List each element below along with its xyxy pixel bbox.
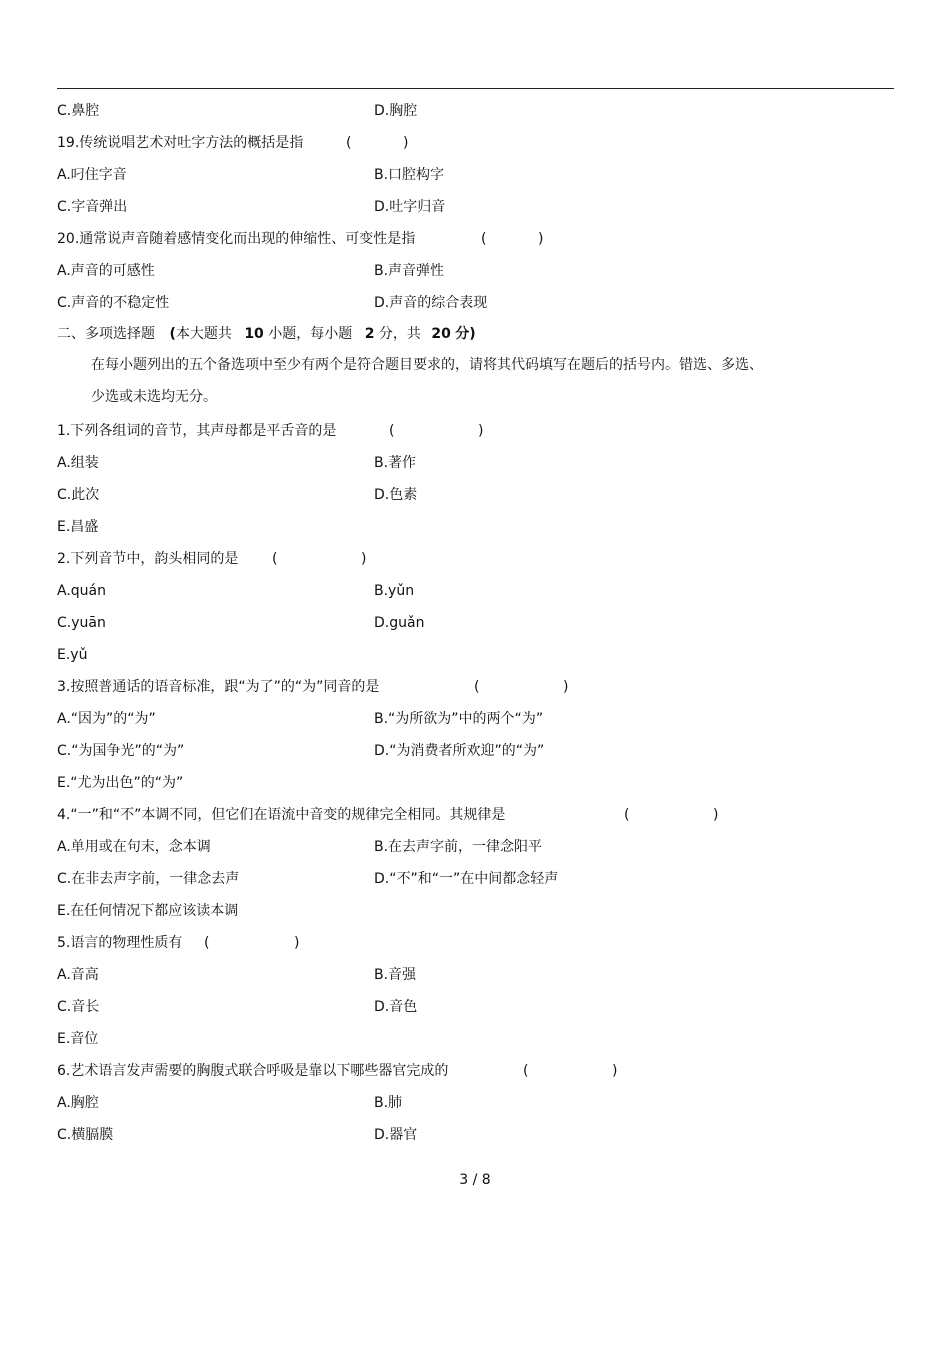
section-score-each: 2 (364, 326, 375, 342)
m2-stem: 2.下列音节中，韵头相同的是 (57, 551, 239, 567)
m5-stem: 5.语言的物理性质有 (57, 935, 183, 951)
m1-paren-open: ( (389, 423, 395, 439)
m6-paren-open: ( (523, 1063, 529, 1079)
section-text-4: 分) (455, 326, 476, 342)
m6-option-a: A.胸腔 (57, 1095, 99, 1111)
section-text-1: 本大题共 (175, 326, 232, 342)
m5-option-a: A.音高 (57, 967, 99, 983)
q20-option-a: A.声音的可感性 (57, 263, 155, 279)
m1-option-a: A.组装 (57, 455, 99, 471)
m5-option-d: D.音色 (374, 999, 418, 1015)
section-total: 20 (431, 326, 451, 342)
m3-option-d: D.“为消费者所欢迎”的“为” (374, 743, 545, 759)
header-rule (57, 88, 894, 89)
m3-paren-close: ) (563, 679, 569, 695)
m2-option-d: D.guǎn (374, 615, 425, 631)
m1-option-b: B.著作 (374, 455, 417, 471)
q19-paren-close: ) (403, 135, 409, 151)
section-text-2: 小题，每小题 (268, 326, 353, 342)
q20-paren-close: ) (538, 231, 544, 247)
m2-paren-close: ) (361, 551, 367, 567)
m5-paren-close: ) (294, 935, 300, 951)
m3-paren-open: ( (474, 679, 480, 695)
m2-option-c: C.yuān (57, 615, 106, 631)
q19-paren-open: ( (346, 135, 352, 151)
m2-option-a: A.quán (57, 583, 106, 599)
m1-option-e: E.昌盛 (57, 519, 99, 535)
m2-paren-open: ( (272, 551, 278, 567)
page-number: 3 / 8 (459, 1172, 491, 1188)
q20-paren-open: ( (481, 231, 487, 247)
m1-option-d: D.色素 (374, 487, 418, 503)
m2-option-e: E.yǔ (57, 647, 88, 663)
m6-option-d: D.器官 (374, 1127, 418, 1143)
q20-option-d: D.声音的综合表现 (374, 295, 488, 311)
m5-option-e: E.音位 (57, 1031, 99, 1047)
q18-option-d: D.胸腔 (374, 103, 418, 119)
section-text-3: 分，共 (378, 326, 421, 342)
q20-option-c: C.声音的不稳定性 (57, 295, 170, 311)
m3-option-b: B.“为所欲为”中的两个“为” (374, 711, 544, 727)
m6-stem: 6.艺术语言发声需要的胸腹式联合呼吸是靠以下哪些器官完成的 (57, 1063, 449, 1079)
q19-option-d: D.吐字归音 (374, 199, 446, 215)
m3-option-e: E.“尤为出色”的“为” (57, 775, 184, 791)
section-count: 10 (244, 326, 264, 342)
m4-stem: 4.“一”和“不”本调不同，但它们在语流中音变的规律完全相同。其规律是 (57, 807, 506, 823)
m3-option-c: C.“为国争光”的“为” (57, 743, 185, 759)
m6-option-b: B.肺 (374, 1095, 403, 1111)
m5-paren-open: ( (204, 935, 210, 951)
m4-paren-open: ( (624, 807, 630, 823)
m3-stem: 3.按照普通话的语音标准，跟“为了”的“为”同音的是 (57, 679, 380, 695)
m1-option-c: C.此次 (57, 487, 100, 503)
m6-option-c: C.横膈膜 (57, 1127, 114, 1143)
q20-stem: 20.通常说声音随着感情变化而出现的伸缩性、可变性是指 (57, 231, 416, 247)
m3-option-a: A.“因为”的“为” (57, 711, 156, 727)
m1-stem: 1.下列各组词的音节，其声母都是平舌音的是 (57, 423, 337, 439)
section-heading (57, 325, 476, 343)
section-paren-open: ( (169, 326, 176, 342)
m4-paren-close: ) (713, 807, 719, 823)
m4-option-c: C.在非去声字前，一律念去声 (57, 871, 240, 887)
m1-paren-close: ) (478, 423, 484, 439)
section-instructions-line-1: 在每小题列出的五个备选项中至少有两个是符合题目要求的，请将其代码填写在题后的括号内。错选、多选、 (91, 357, 763, 373)
m4-option-d: D.“不”和“一”在中间都念轻声 (374, 871, 559, 887)
q20-option-b: B.声音弹性 (374, 263, 445, 279)
m4-option-e: E.在任何情况下都应该读本调 (57, 903, 239, 919)
m5-option-c: C.音长 (57, 999, 100, 1015)
section-instructions-line-2: 少选或未选均无分。 (91, 389, 217, 405)
q18-option-c: C.鼻腔 (57, 103, 100, 119)
m4-option-a: A.单用或在句末，念本调 (57, 839, 211, 855)
q19-stem: 19.传统说唱艺术对吐字方法的概括是指 (57, 135, 304, 151)
section-prefix: 二、多项选择题 (57, 326, 155, 342)
q19-option-b: B.口腔构字 (374, 167, 445, 183)
m6-paren-close: ) (612, 1063, 618, 1079)
m4-option-b: B.在去声字前，一律念阳平 (374, 839, 543, 855)
m5-option-b: B.音强 (374, 967, 417, 983)
q19-option-a: A.叼住字音 (57, 167, 127, 183)
m2-option-b: B.yǔn (374, 583, 415, 599)
q19-option-c: C.字音弹出 (57, 199, 128, 215)
